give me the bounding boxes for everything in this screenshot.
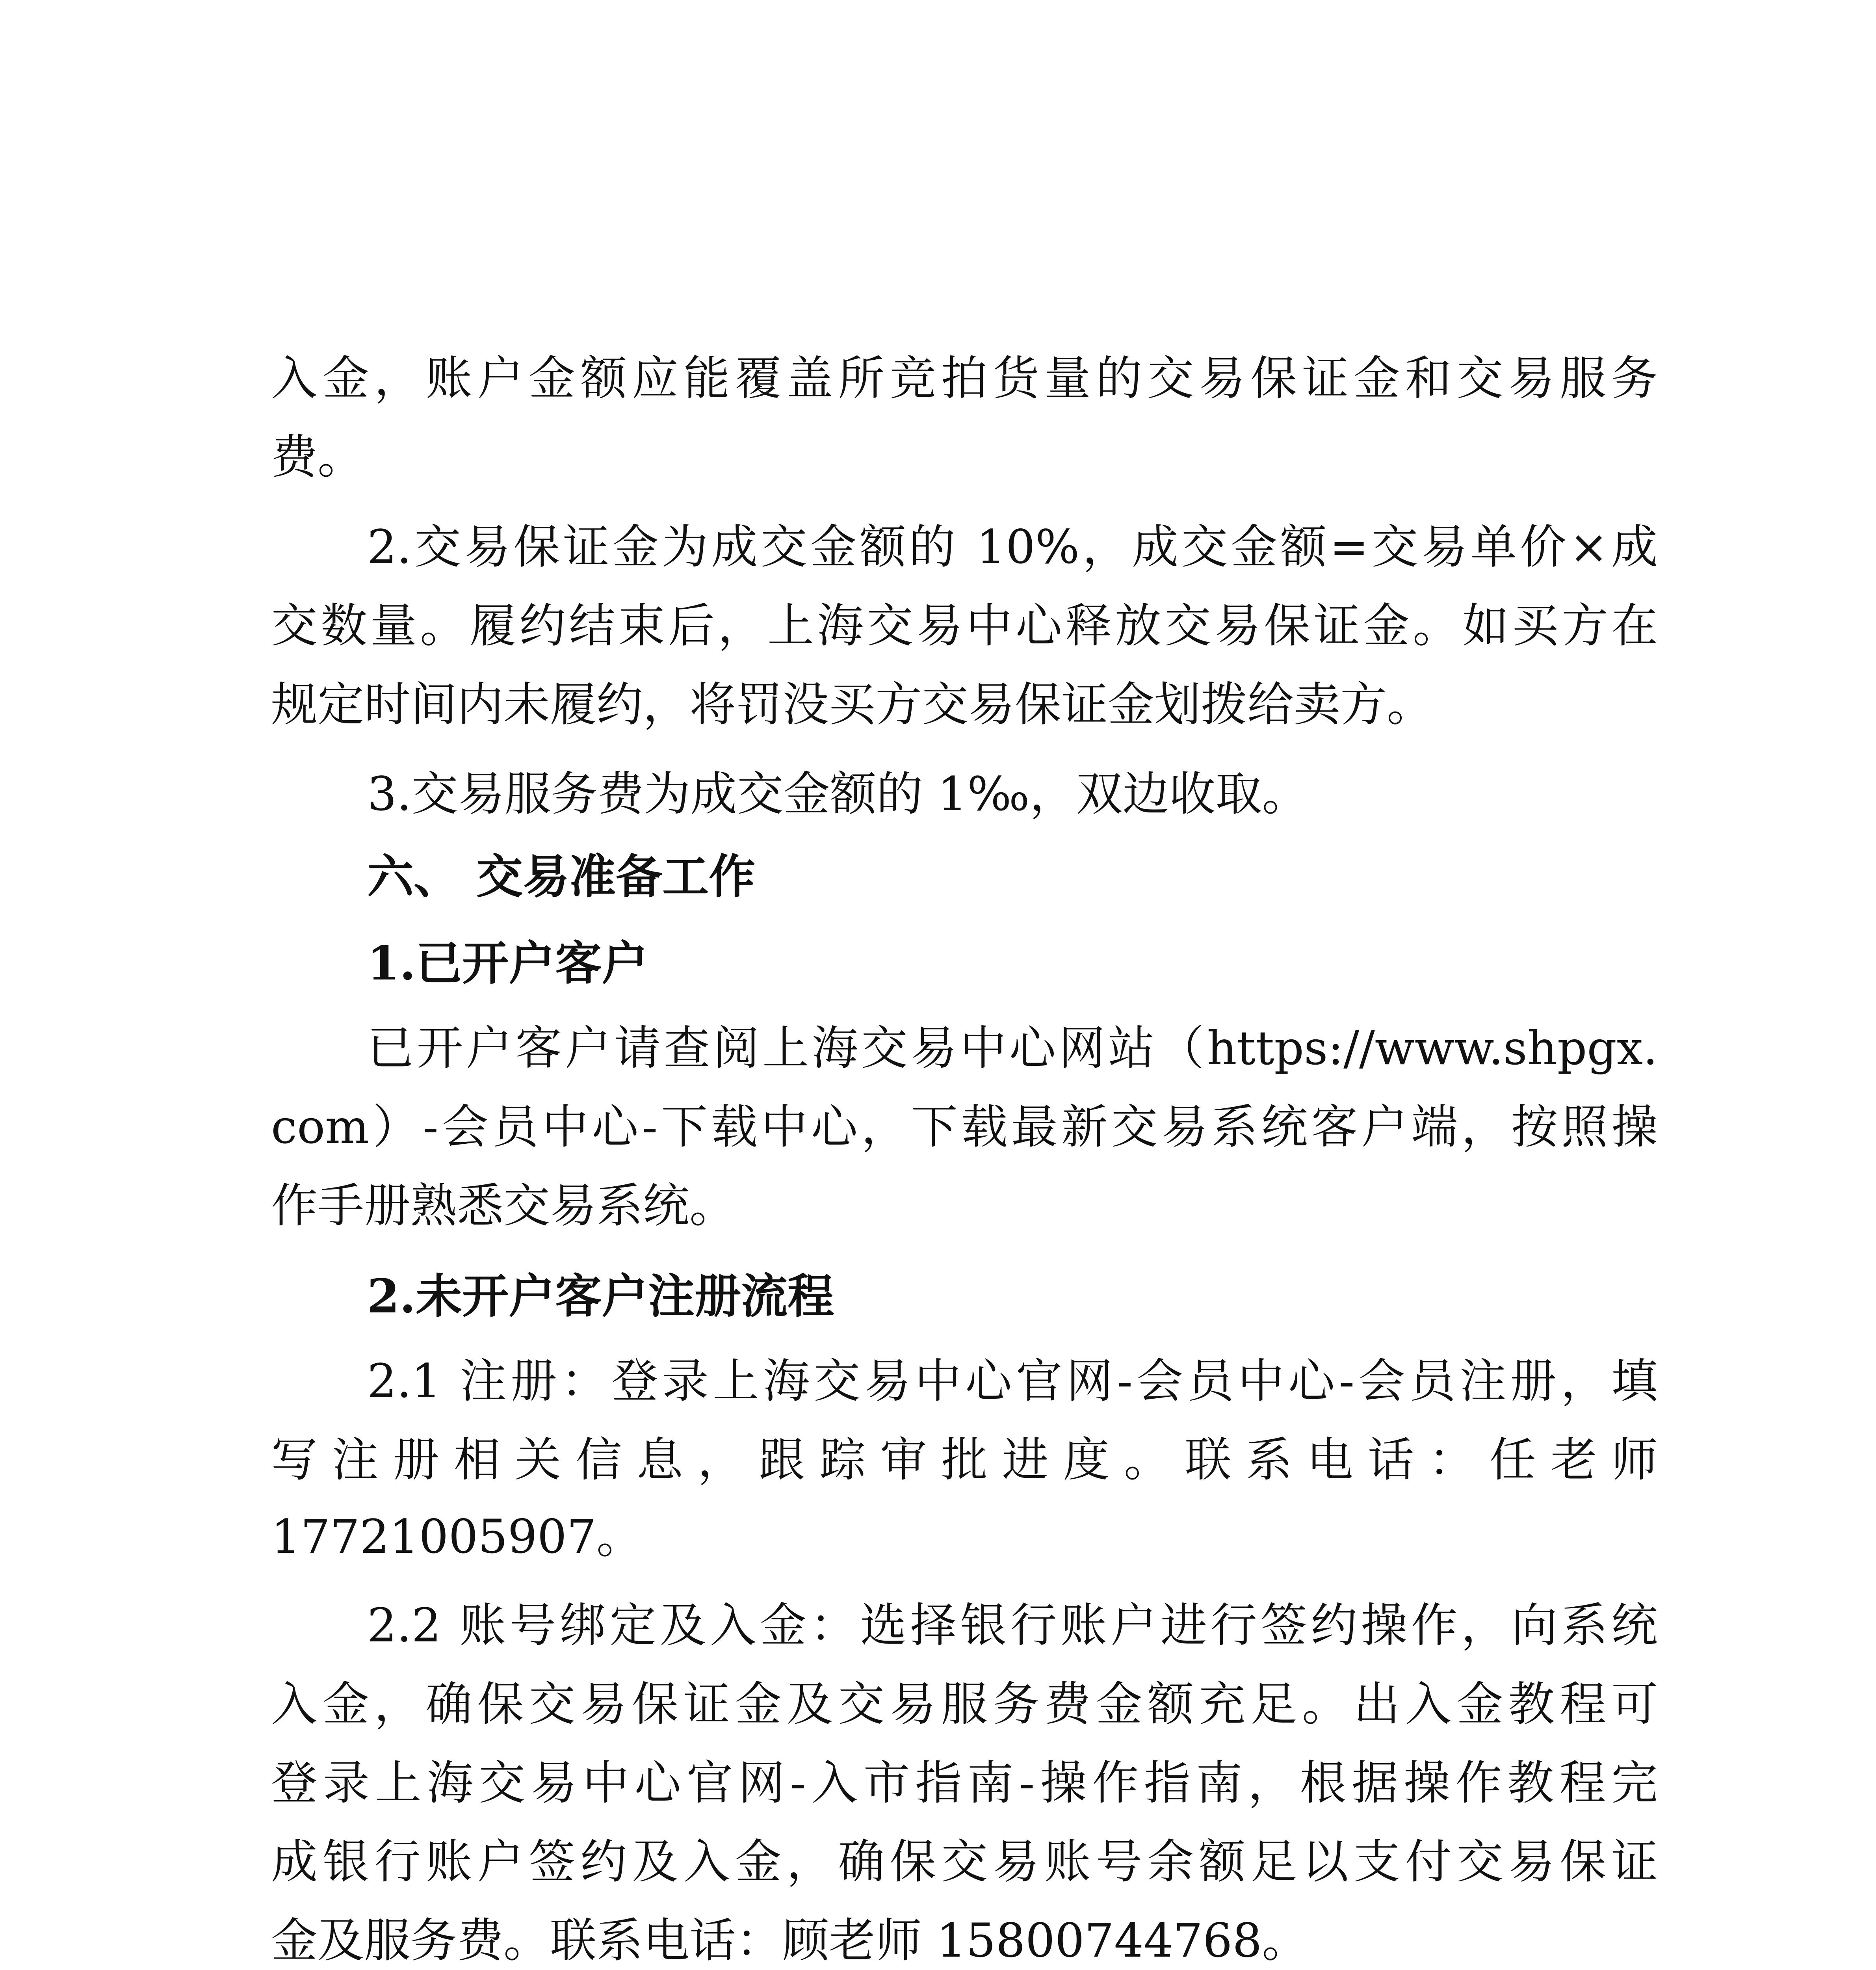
paragraph-line: 写注册相关信息，跟踪审批进度。联系电话：任老师 bbox=[271, 1433, 1658, 1487]
subsection-heading: 1.已开户客户 bbox=[367, 936, 648, 991]
paragraph-line: com）-会员中心-下载中心，下载最新交易系统客户端，按照操 bbox=[271, 1100, 1658, 1154]
paragraph-line: 费。 bbox=[271, 430, 364, 484]
paragraph-line: 规定时间内未履约，将罚没买方交易保证金划拨给卖方。 bbox=[271, 677, 1434, 732]
paragraph-line: 3.交易服务费为成交金额的 1‰，双边收取。 bbox=[367, 767, 1309, 821]
paragraph-line: 金及服务费。联系电话：顾老师 15800744768。 bbox=[271, 1913, 1309, 1968]
paragraph-line: 交数量。履约结束后，上海交易中心释放交易保证金。如买方在 bbox=[271, 598, 1658, 653]
paragraph-line: 作手册熟悉交易系统。 bbox=[271, 1178, 736, 1233]
paragraph-line: 入金，账户金额应能覆盖所竞拍货量的交易保证金和交易服务 bbox=[271, 351, 1658, 405]
paragraph-line: 2.1 注册：登录上海交易中心官网-会员中心-会员注册，填 bbox=[367, 1354, 1658, 1408]
paragraph-line: 登录上海交易中心官网-入市指南-操作指南，根据操作教程完 bbox=[271, 1756, 1658, 1810]
paragraph-line: 入金，确保交易保证金及交易服务费金额充足。出入金教程可 bbox=[271, 1677, 1658, 1731]
paragraph-line: 2.2 账号绑定及入金：选择银行账户进行签约操作，向系统 bbox=[367, 1598, 1658, 1652]
paragraph-line: 2.交易保证金为成交金额的 10%，成交金额=交易单价×成 bbox=[367, 520, 1658, 574]
subsection-heading: 2.未开户客户注册流程 bbox=[367, 1269, 834, 1323]
paragraph-line: 已开户客户请查阅上海交易中心网站（https://www.shpgx. bbox=[367, 1021, 1658, 1075]
paragraph-line: 17721005907。 bbox=[271, 1509, 643, 1564]
section-heading: 六、 交易准备工作 bbox=[367, 849, 756, 904]
paragraph-line: 成银行账户签约及入金，确保交易账号余额足以支付交易保证 bbox=[271, 1834, 1658, 1889]
